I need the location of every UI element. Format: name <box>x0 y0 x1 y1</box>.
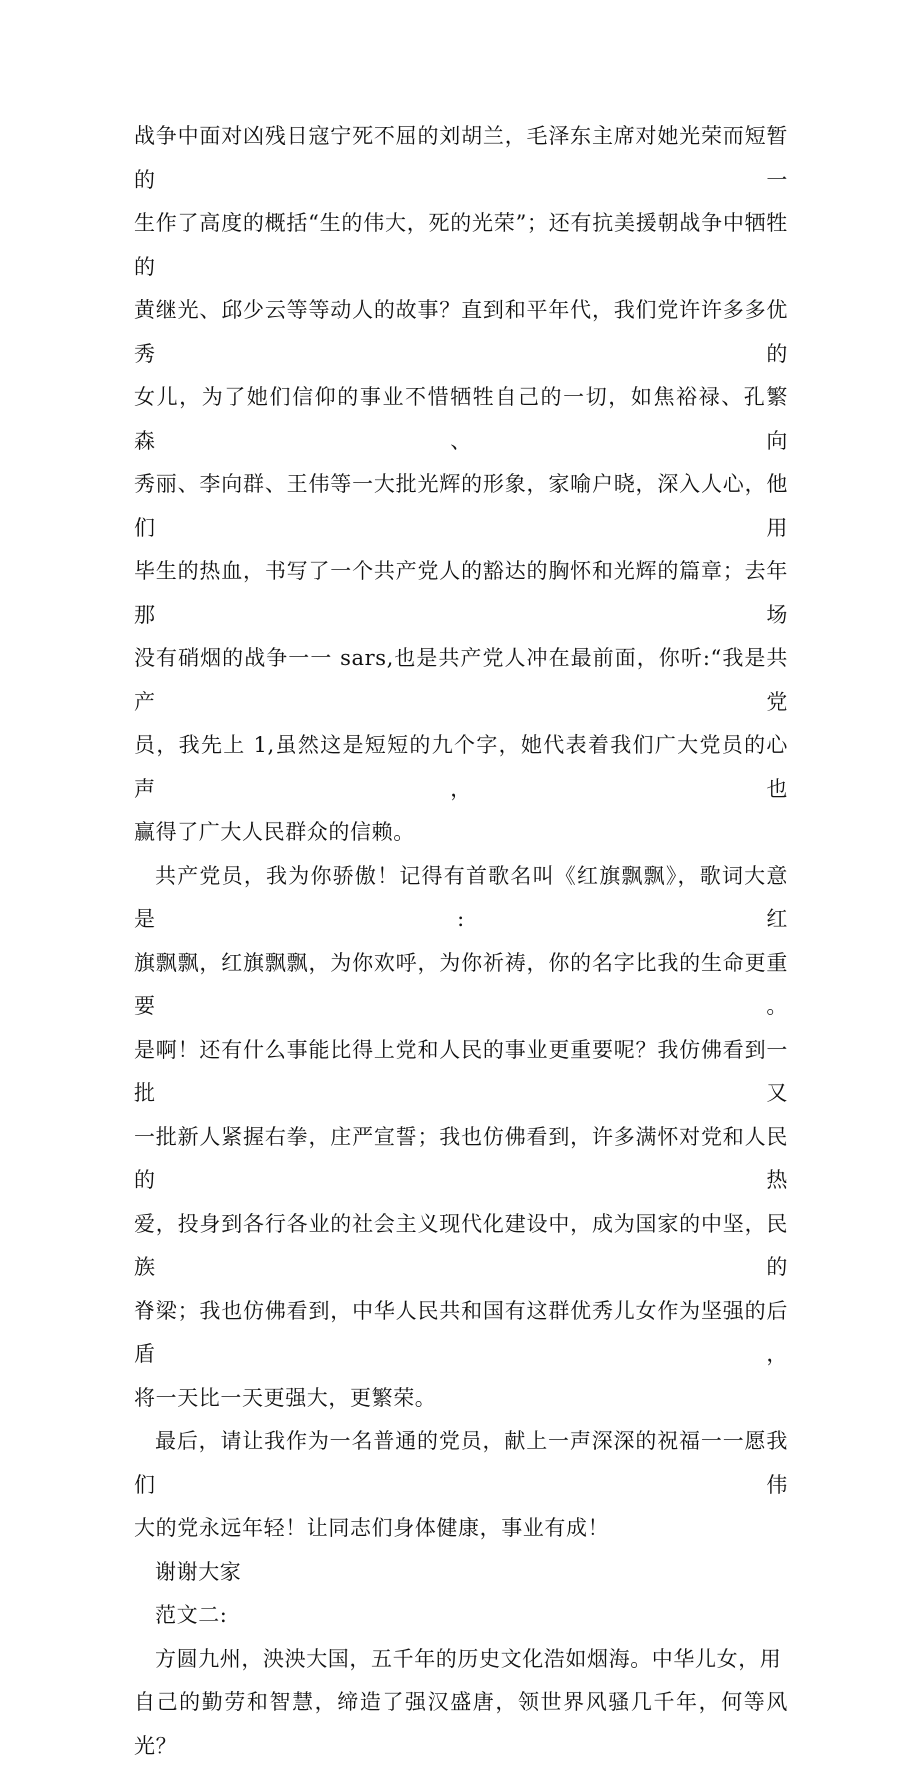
text-line: 共产党员，我为你骄傲！记得有首歌名叫《红旗飘飘》，歌词大意是:红 <box>134 855 788 942</box>
text-line: 脊梁；我也仿佛看到，中华人民共和国有这群优秀儿女作为坚强的后盾， <box>134 1290 788 1377</box>
text-line: 黄继光、邱少云等等动人的故事？直到和平年代，我们党许许多多优秀的 <box>134 289 788 376</box>
paragraph-2 <box>134 855 788 1421</box>
paragraph-3 <box>134 1420 788 1551</box>
paragraph-1 <box>134 115 788 855</box>
thanks-line <box>134 1551 788 1595</box>
text-line: 员，我先上 1,虽然这是短短的九个字，她代表着我们广大党员的心声，也 <box>134 724 788 811</box>
text-line: 将一天比一天更强大，更繁荣。 <box>134 1377 788 1421</box>
text-line: 是啊！还有什么事能比得上党和人民的事业更重要呢？我仿佛看到一批又 <box>134 1029 788 1116</box>
text-line: 范文二: <box>134 1594 788 1638</box>
text-line: 战争中面对凶残日寇宁死不屈的刘胡兰，毛泽东主席对她光荣而短暂的一 <box>134 115 788 202</box>
text-line: 一批新人紧握右拳，庄严宣誓；我也仿佛看到，许多满怀对党和人民的热 <box>134 1116 788 1203</box>
text-line: 爱，投身到各行各业的社会主义现代化建设中，成为国家的中坚，民族的 <box>134 1203 788 1290</box>
text-line: 谢谢大家 <box>134 1551 788 1595</box>
text-line: 最后，请让我作为一名普通的党员，献上一声深深的祝福一一愿我们伟 <box>134 1420 788 1507</box>
text-line: 秀丽、李向群、王伟等一大批光辉的形象，家喻户晓，深入人心，他们用 <box>134 463 788 550</box>
text-line: 没有硝烟的战争一一 sars,也是共产党人冲在最前面，你听:“我是共产党 <box>134 637 788 724</box>
text-line: 大的党永远年轻！让同志们身体健康，事业有成！ <box>134 1507 788 1551</box>
text-line: 毕生的热血，书写了一个共产党人的豁达的胸怀和光辉的篇章；去年那场 <box>134 550 788 637</box>
text-line: 赢得了广大人民群众的信赖。 <box>134 811 788 855</box>
text-line: 生作了高度的概括“生的伟大，死的光荣”；还有抗美援朝战争中牺牲的 <box>134 202 788 289</box>
text-line: 旗飘飘，红旗飘飘，为你欢呼，为你祈祷，你的名字比我的生命更重要。 <box>134 942 788 1029</box>
text-line: 方圆九州，泱泱大国，五千年的历史文化浩如烟海。中华儿女，用 <box>134 1638 788 1682</box>
section-title <box>134 1594 788 1638</box>
document-body <box>134 115 788 1768</box>
text-line: 女儿，为了她们信仰的事业不惜牺牲自己的一切，如焦裕禄、孔繁森、向 <box>134 376 788 463</box>
paragraph-4 <box>134 1638 788 1768</box>
text-line: 自己的勤劳和智慧，缔造了强汉盛唐，领世界风骚几千年，何等风光？ <box>134 1681 788 1768</box>
